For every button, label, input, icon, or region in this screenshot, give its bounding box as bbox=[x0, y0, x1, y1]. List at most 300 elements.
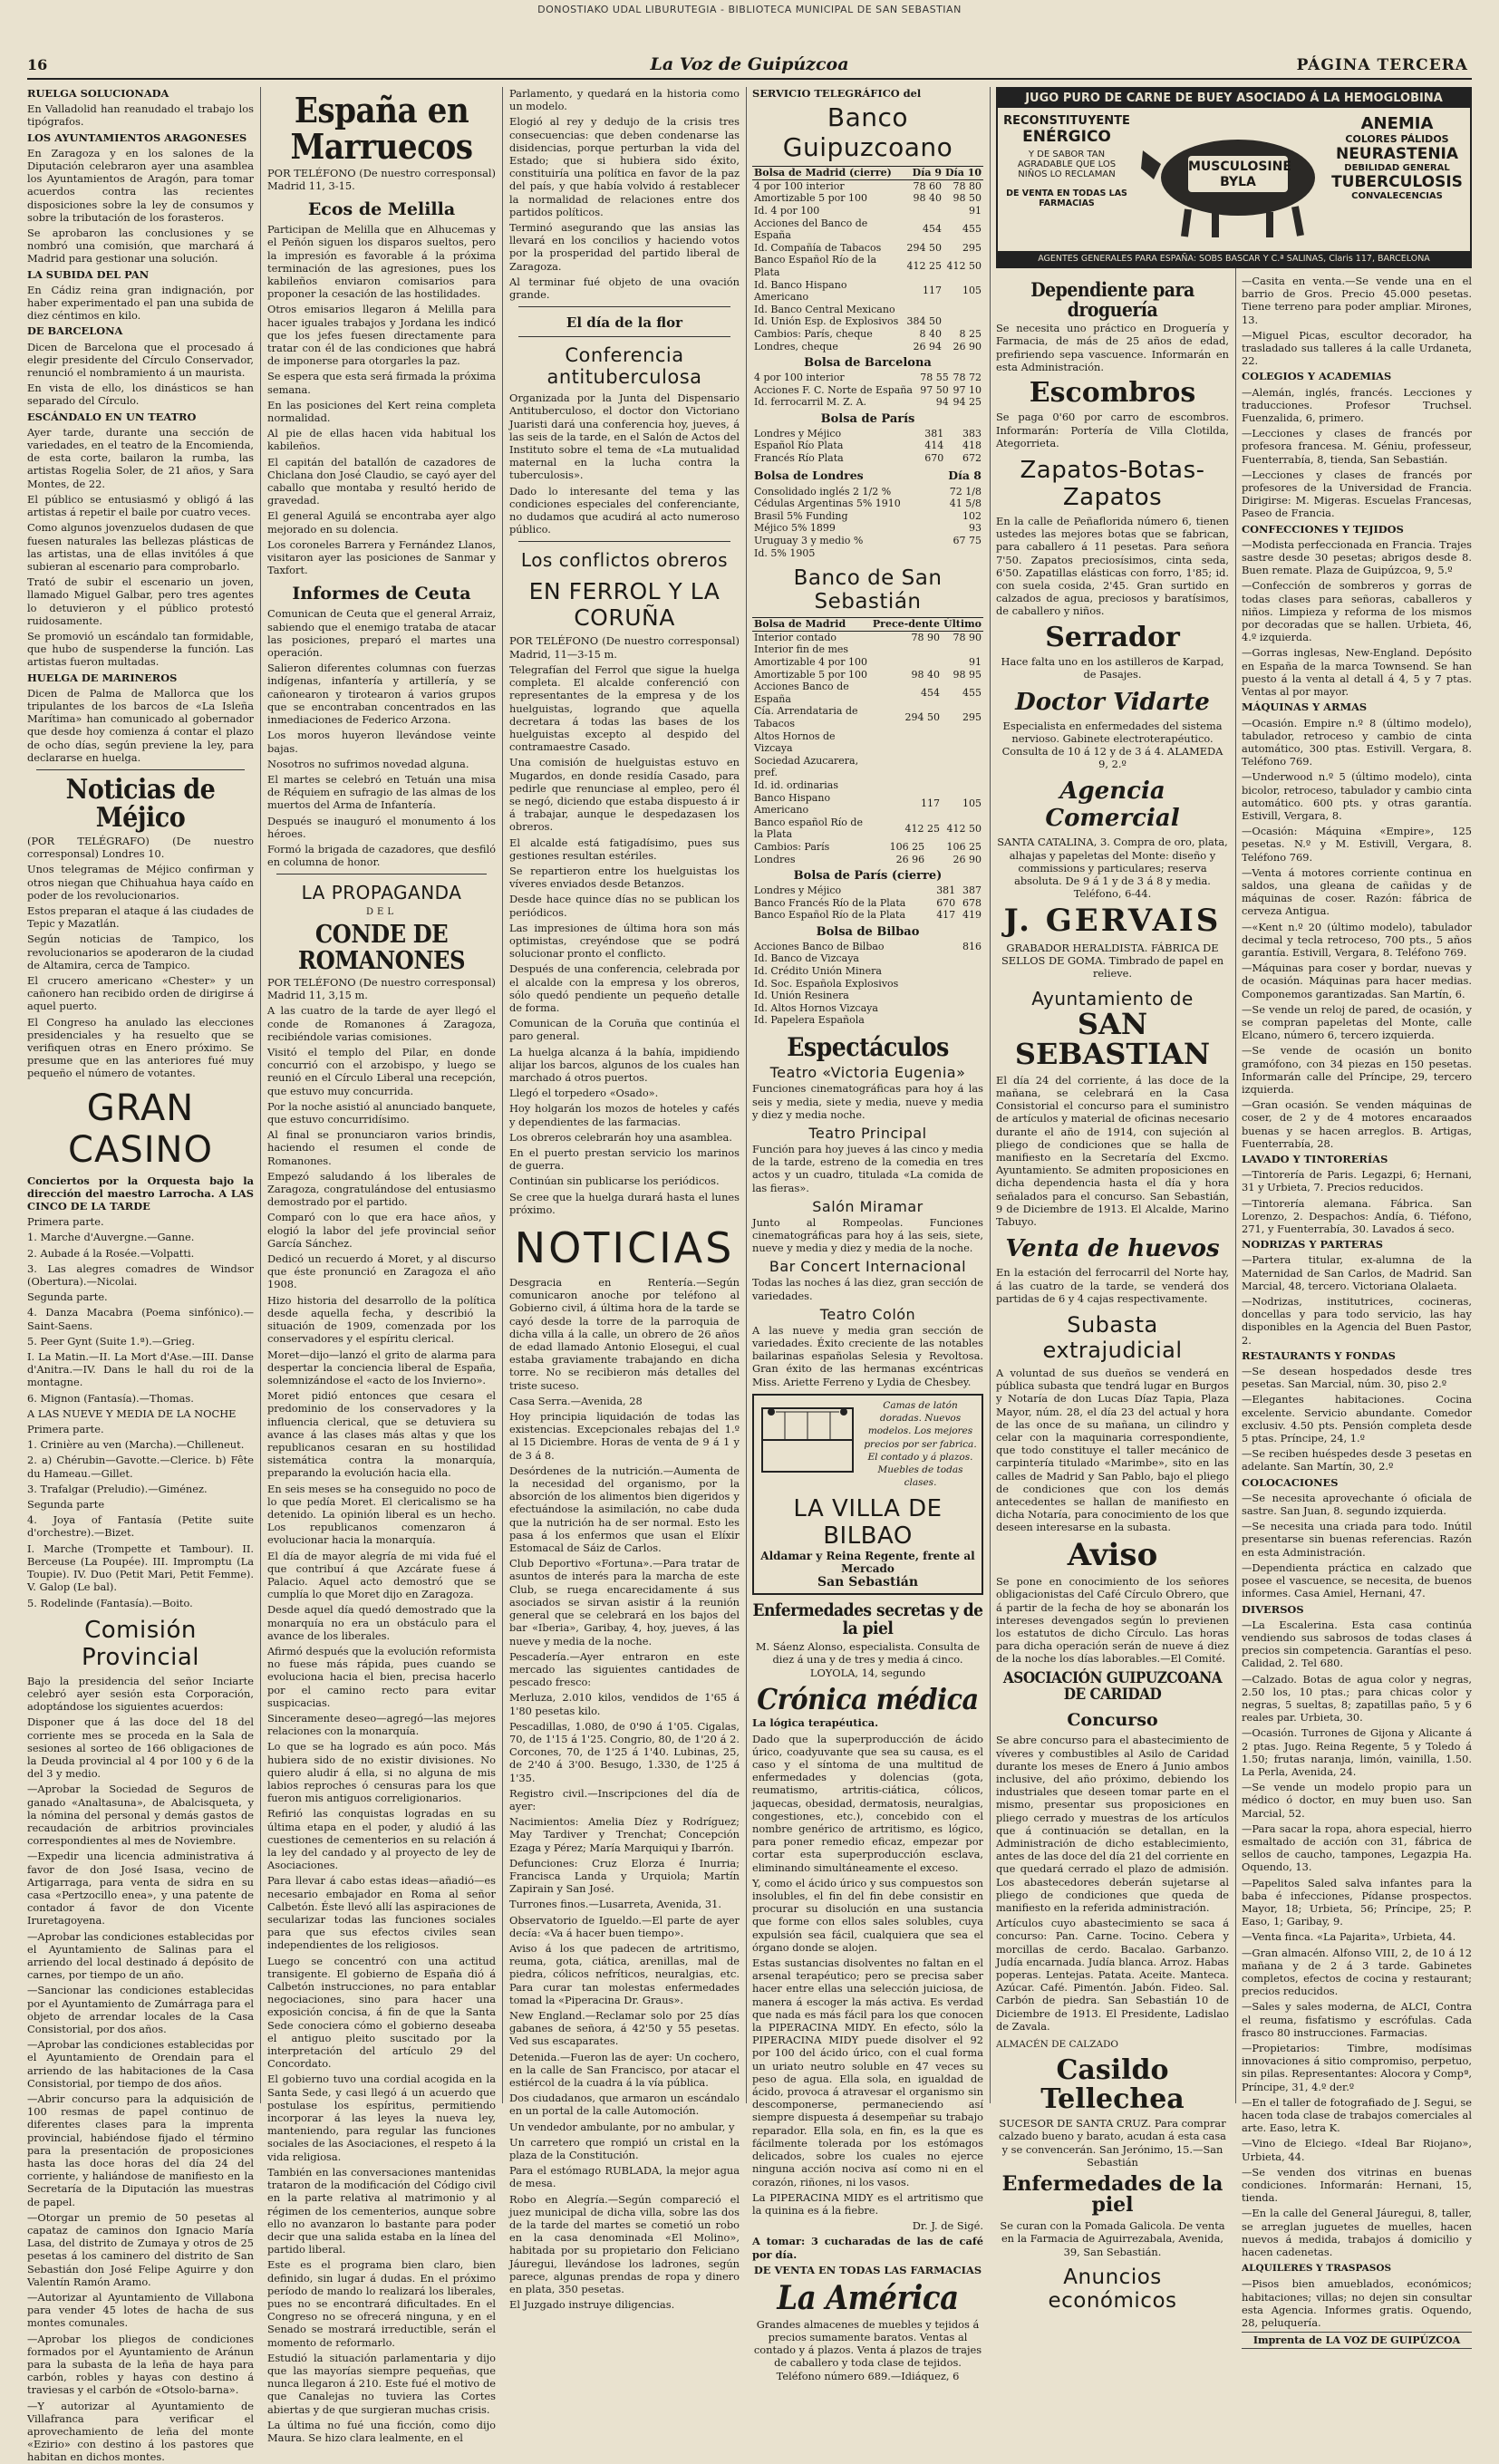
cambios-madrid-table bbox=[752, 328, 983, 353]
quote-value: 8 25 bbox=[959, 327, 982, 340]
table-row bbox=[752, 941, 983, 953]
security-name: Acciones Banco de Bilbao bbox=[754, 940, 885, 952]
security-name: Id. Banco Hispano Americano bbox=[754, 278, 847, 304]
security-name: Sociedad Azucarera, pref. bbox=[754, 754, 859, 779]
article-paragraph: —Aprobar la Sociedad de Seguros de ganado «Analtasuna», de Abalcisqueta, y la nómina del personal y demás gastos de recaudación de arbitrios provinciales correspondientes al mes de Noviembre. bbox=[27, 1783, 254, 1848]
table-row bbox=[752, 535, 983, 547]
classified-ad: —Se desean hospedados desde tres pesetas. San Marcial, núm. 30, piso 2.º bbox=[1242, 1365, 1472, 1391]
villa-bilbao-ad bbox=[752, 1394, 983, 1595]
article-paragraph: El Congreso ha anulado las elecciones presidenciales y ha resuelto que se verifiquen otras en Enero próximo. Se presume que en las anteriores fué muy pequeño el número de votantes. bbox=[27, 1015, 254, 1080]
table-header-cell: Día 9 bbox=[905, 167, 944, 180]
classified-ad: DIVERSOS bbox=[1242, 1602, 1304, 1616]
classified-ad: —Se venden dos vitrinas en buenas condiciones. Informarán: Hernani, 15, tienda. bbox=[1242, 2165, 1472, 2205]
classified-ad: —Lecciones y clases de francés por profesores de la Universidad de Francia. Dirigirse: M. Migeras. Escuelas Francesas, Paseo de Francia. bbox=[1242, 468, 1472, 520]
piel-text: Se curan con la Pomada Galicola. De venta en la Farmacia de Aguirrezabala, Avenida, 39, San Sebastián. bbox=[1000, 2219, 1225, 2258]
news-paragraph: En vista de ello, los dinásticos se han separado del Círculo. bbox=[27, 382, 254, 408]
quote-value: 78 55 bbox=[920, 372, 949, 384]
quote-value: 105 bbox=[962, 797, 982, 810]
musculosine-brand: MUSCULOSINE BYLA bbox=[1188, 159, 1291, 189]
table-row bbox=[752, 990, 983, 1002]
quote-value: 672 bbox=[962, 452, 982, 465]
table-row bbox=[752, 510, 983, 523]
program-line: Segunda parte bbox=[27, 1498, 105, 1512]
article-paragraph: Estas sustancias disolventes no faltan en el arsenal terapéutico; pero se precisa saber hacer entre ellas una selección juiciosa, de manera á escoger la más activa. Es verdad que nada es más fácil para los que conocen la PIPERACINA MIDY. En efecto, sólo la PIPERACINA MIDY puede disolver el 92 por 100 del ácido úrico, con el cual forma un uriato neutro soluble en 47 veces su peso de agua. Ella sola, en igualdad de ácido, provoca á atravesar el organismo sin descomponerse, permaneciendo así siempre dispuesta á desempeñar su trabajo reparador. Ella sola, en fin, es la que es fácilmente tolerada por los estómagos delicados, sobre los cuales no ejerce ninguna acción nociva así como ni en el corazón, riñones, ni los vasos. bbox=[752, 1957, 983, 2189]
ayto-headline-1: Ayuntamiento de bbox=[1031, 987, 1194, 1010]
bolsa-londres-title: Bolsa de Londres bbox=[754, 468, 864, 482]
program-line: 4. Danza Macabra (Poema sinfónico).—Saint-Saens. bbox=[27, 1306, 254, 1332]
classified-ad: —Alemán, inglés, francés. Lecciones y traducciones. Profesor Truchsel. Fuenzalida, 6, primero. bbox=[1242, 385, 1472, 425]
table-header bbox=[752, 167, 983, 180]
article-paragraph: Dado lo interesante del tema y las condiciones especiales del conferenciante, no dudamos que acudirá al acto numeroso público. bbox=[509, 484, 740, 536]
mexico-article bbox=[27, 863, 254, 1079]
table-row bbox=[752, 315, 983, 328]
bolsa-paris2-table bbox=[752, 884, 983, 922]
news-paragraph: Dicen de Palma de Mallorca que los tripulantes de los barcos de «La Isleña Marítima» han comunicado al gobernador que desde hoy comienza á contar el plazo de ocho días, según previene la ley, para declararse en huelga. bbox=[27, 686, 254, 764]
table-row bbox=[752, 643, 983, 656]
table-row bbox=[752, 440, 983, 452]
security-name: Londres y Méjico bbox=[754, 427, 842, 440]
article-paragraph: Los coroneles Barrera y Fernández Llanos, visitaron ayer las posiciones de Sanmar y Taxfort. bbox=[267, 537, 496, 577]
classified-ad: —Se vende de ocasión un bonito gramófono, con 34 piezas en 150 pesetas. Informarán calle del Príncipe, 29, tercero izquierda. bbox=[1242, 1044, 1472, 1096]
article-paragraph: Y, como el ácido úrico y sus compuestos son insolubles, el fin del fin debe consistir en procurar su disolución en una sustancia que forme con ellos sales solubles, cuya expulsión sea fácil, cualquiera que sea el órgano donde se alojen. bbox=[752, 1876, 983, 1954]
classified-ad: —Lecciones y clases de francés por profesora francesa. M. Géniu, professeur, Fuenterrabía, 8, tienda, San Sebastián. bbox=[1242, 427, 1472, 466]
escombros-text: Se paga 0'60 por carro de escombros. Informarán: Portería de Villa Clotilda, Ategorrieta. bbox=[996, 411, 1229, 449]
banco-ss-headline: Banco de San Sebastián bbox=[793, 566, 943, 614]
divider bbox=[518, 306, 730, 307]
quote-value bbox=[953, 1002, 983, 1015]
news-item: Nacimientos: Amelia Díez y Rodríguez; May Tardiver y Trenchat; Concepción Ezaga y Pérez; María Marquiqui y Ibarrón. bbox=[509, 1815, 740, 1854]
musculosine-right2: COLORES PÁLIDOS bbox=[1345, 133, 1449, 145]
article-paragraph: Se espera que esta será firmada la próxima semana. bbox=[267, 370, 496, 396]
quote-value: 384 50 bbox=[906, 315, 943, 328]
table-row bbox=[752, 522, 983, 535]
escombros-headline: Escombros bbox=[1029, 376, 1196, 409]
article-paragraph: Comunican de Ceuta que el general Arraiz, sabiendo que el enemigo trataba de atacar las posiciones, preparó el martes una operación. bbox=[267, 607, 496, 660]
security-name: Londres y Méjico bbox=[754, 884, 842, 897]
article-paragraph: En las posiciones del Kert reina completa normalidad. bbox=[267, 398, 496, 425]
news-paragraph: HUELGA DE MARINEROS bbox=[27, 671, 178, 684]
marruecos-headline: España en Marruecos bbox=[290, 90, 473, 167]
masthead bbox=[27, 54, 1472, 76]
classified-ad: LAVADO Y TINTORERÍAS bbox=[1242, 1153, 1388, 1165]
quote-value: 91 bbox=[969, 204, 982, 217]
news-paragraph: LOS AYUNTAMIENTOS ARAGONESES bbox=[27, 130, 247, 144]
article-paragraph: Desde hace quince días no se publican los periódicos. bbox=[509, 893, 740, 919]
classified-ad: —Tintorería alemana. Fábrica. San Lorenzo, 2. Despachos: Andía, 6. Tiéfono, 271, y Fuenterrabía, 30. Lavados á seco. bbox=[1242, 1196, 1472, 1236]
article-paragraph: Al terminar fué objeto de una ovación grande. bbox=[509, 275, 740, 302]
classified-ad: —Sales y sales moderna, de ALCI, Contra el reuma, fisfatismo y escrófulas. Cada frasco 80 instrucciones. Farmacias. bbox=[1242, 2000, 1472, 2039]
article-paragraph: Se cree que la huelga durará hasta el lunes próximo. bbox=[509, 1190, 740, 1216]
quote-value: 294 50 bbox=[904, 711, 940, 724]
quote-value bbox=[871, 730, 942, 755]
table-row bbox=[752, 486, 983, 498]
article-paragraph: Estos preparan el ataque á las ciudades de Tepic y Mazatlán. bbox=[27, 903, 254, 931]
quote-value: 102 bbox=[962, 509, 982, 522]
classified-ad: RESTAURANTS Y FONDAS bbox=[1242, 1348, 1396, 1362]
security-name: Uruguay 3 y medio % bbox=[754, 535, 864, 547]
news-item: Desgracia en Rentería.—Según comunicaron anoche por teléfono al Gobierno civil, á última hora de la tarde se cayó desde la torre de la parroquia de dicha villa á la calle, un obrero de 26 años de edad llamado Antonio Elosegui, el cual estaba graviamente trabajando en dicha torre. No se recibieron más detalles del triste suceso. bbox=[509, 1276, 740, 1392]
security-name: Interior contado bbox=[754, 631, 837, 643]
classified-ad: —Calzado. Botas de agua color y negras, 2.50 los, 10 ptas.; para chicas color y negras, 5 sueltas, 8; zapatillas paño, 5 y 6 reales par. Urbieta, 30. bbox=[1242, 1672, 1472, 1725]
table-row bbox=[752, 897, 983, 910]
article-paragraph: Se repartieron entre los huelguistas los víveres enviados desde Betanzos. bbox=[509, 864, 740, 891]
column-divider bbox=[502, 87, 503, 2103]
classified-ad: —Confección de sombreros y gorras de todas clases para señoras, caballeros y niños. Limpieza y reforma de los mismos por decoradas que se hallen. Urbieta, 46, 4.º izquierda. bbox=[1242, 579, 1472, 644]
quote-value: 98 50 bbox=[953, 192, 982, 205]
quote-value: 78 90 bbox=[911, 631, 940, 643]
quote-value bbox=[871, 779, 942, 792]
program-line: Primera parte. bbox=[27, 1423, 104, 1436]
quote-value: 383 bbox=[962, 427, 982, 440]
column-divider bbox=[990, 87, 991, 2103]
news-item: El Juzgado instruye diligencias. bbox=[509, 2298, 675, 2312]
vidarte-headline: Doctor Vidarte bbox=[1015, 688, 1210, 716]
classified-ad: —Underwood n.º 5 (último modelo), cinta bicolor, retroceso, tabulador y cambio cinta automático. 600 pts. y otras garantía. Estivill, Vergara, 8. bbox=[1242, 770, 1472, 822]
ceuta-article bbox=[267, 607, 496, 868]
news-paragraph: En Zaragoza y en los salones de la Diputación celebraron ayer una asamblea los Ayuntamientos de Aragón, para tomar acuerdos contra las recientes disposiciones sobre la ley de consumos y sobre la tributación de los forasteros. bbox=[27, 146, 254, 224]
program-line: 5. Peer Gynt (Suite 1.ª).—Grieg. bbox=[27, 1334, 195, 1348]
classified-ad: —Propietarios: Timbre, modísimas innovaciones á sitio compromiso, perpetuo, sin pilas. Representantes: Alocora y Compª, Príncipe, 31, 4.º der.º bbox=[1242, 2042, 1472, 2093]
program-line: 2. a) Chérubin—Gavotte.—Clerice. b) Fête du Hameau.—Gillet. bbox=[27, 1454, 254, 1480]
divider bbox=[518, 336, 730, 337]
table-row bbox=[752, 279, 983, 304]
classified-ad: —Venta finca. «La Pajarita», Urbieta, 44. bbox=[1242, 1930, 1456, 1944]
table-row bbox=[752, 452, 983, 465]
quote-value: 94 25 bbox=[953, 396, 982, 409]
cambios-ss-table bbox=[752, 841, 983, 865]
classified-ad: MÁQUINAS Y ARMAS bbox=[1242, 701, 1368, 714]
musculosine-left bbox=[1003, 114, 1130, 208]
musculosine-right3: NEURASTENIA bbox=[1335, 145, 1459, 163]
quote-value: 412 25 bbox=[904, 822, 940, 835]
espectaculos-headline: Espectáculos bbox=[787, 1032, 949, 1063]
table-row bbox=[752, 328, 983, 341]
article-paragraph: Al pie de ellas hacen vida habitual los kabileños. bbox=[267, 427, 496, 453]
article-paragraph: La huelga alcanza á la bahía, impidiendo alijar los barcos, algunos de los cuales han marchado á otros puertos. bbox=[509, 1045, 740, 1084]
villa-ad-city: San Sebastián bbox=[817, 1575, 919, 1590]
quote-value bbox=[942, 730, 983, 755]
quote-value bbox=[953, 1014, 983, 1027]
alquileres-text: —Pisos bien amueblados, económicos; habitaciones; villas; no dejen sin consultar esta Agencia. Informes gratis. Oquendo, 28, peluquería. bbox=[1242, 2277, 1472, 2330]
musculosine-left2: ENÉRGICO bbox=[1022, 128, 1111, 146]
security-name: Banco español Río de la Plata bbox=[754, 816, 863, 841]
security-name: Cía. Arrendataria de Tabacos bbox=[754, 705, 858, 730]
bolsa-paris-title: Bolsa de París bbox=[820, 411, 915, 426]
table-header-cell: Día 10 bbox=[945, 167, 982, 179]
table-row bbox=[752, 396, 983, 409]
security-name: Banco Francés Río de la Plata bbox=[754, 896, 906, 909]
classified-ad: —Elegantes habitaciones. Cocina excelente. Servicio abundante. Comedor exclusiv. 4.50 pts. Pensión completa desde 5 ptas. Príncipe, 24, 1.º bbox=[1242, 1393, 1472, 1445]
romanones-headline: CONDE DE ROMANONES bbox=[297, 921, 466, 975]
quote-value: 455 bbox=[962, 223, 982, 236]
secretas-headline: Enfermedades secretas y de la piel bbox=[752, 1600, 983, 1639]
servicio-label: SERVICIO TELEGRÁFICO del bbox=[752, 87, 922, 100]
article-paragraph: Salieron diferentes columnas con fuerzas indígenas, infantería y artillería, y se cañonearon y tirotearon á varios grupos que se encontraban concentrados en las inmediaciones de Federico Arzona. bbox=[267, 662, 496, 727]
quote-value: 670 bbox=[924, 452, 944, 465]
classified-ad: —Modista perfeccionada en Francia. Trajes sastre desde 30 pesetas; abrigos desde 8. Buen remate. Plaza de Guipúzcoa, 9, 5.º bbox=[1242, 537, 1472, 577]
news-item: Defunciones: Cruz Elorza é Inurria; Francisca Landa y Urquiola; Martín Zapirain y San José. bbox=[509, 1856, 740, 1896]
musculosine-left1: RECONSTITUYENTE bbox=[1003, 114, 1130, 128]
quote-value: 94 bbox=[935, 396, 949, 409]
musculosine-right5: TUBERCULOSIS bbox=[1331, 173, 1463, 191]
drogueria-text: Se necesita uno práctico en Droguería y Farmacia, de más de 25 años de edad, prefiriendo sepa vascuence. Informarán en esta Administración. bbox=[996, 322, 1229, 373]
table-row bbox=[752, 1014, 983, 1027]
classified-ad: —En la calle del General Jáuregui, 8, taller, se arreglan juguetes de muelles, hacen nuevos á medida, trabajos á domicilio y hacen cadenetas. bbox=[1242, 2207, 1472, 2259]
musculosine-left4: DE VENTA EN TODAS LAS FARMACIAS bbox=[1006, 188, 1127, 208]
page-label: PÁGINA TERCERA bbox=[1296, 56, 1468, 74]
noticias-article bbox=[509, 1276, 740, 2311]
article-paragraph: Refirió las conquistas logradas en su última etapa en el poder, y aludió á las cuestiones de cementerios en su relación á la ley del candado y al proyecto de ley de Asociaciones. bbox=[267, 1807, 496, 1872]
quote-value: 26 90 bbox=[953, 340, 982, 353]
column-divider bbox=[260, 87, 261, 2103]
news-item: Para el estómago RUBLADA, la mejor agua de mesa. bbox=[509, 2164, 740, 2190]
table-header-cell: Bolsa de Madrid bbox=[752, 618, 871, 632]
security-name: Id. Banco de Vizcaya bbox=[754, 952, 859, 965]
mexico-subhead: (POR TELÉGRAFO) (De nuestro corresponsal) Londres 10. bbox=[27, 834, 254, 861]
classified-ad: NODRIZAS Y PARTERAS bbox=[1242, 1238, 1383, 1251]
article-paragraph: Una comisión de huelguistas estuvo en Mugardos, en donde residía Casado, para pedirle que renunciase al empleo, pero él se negó, diciendo que estaba dispuesto á ir á trabajar, aunque le despedazasen los obreros. bbox=[509, 756, 740, 834]
quote-value bbox=[871, 643, 942, 656]
show-description: Funciones cinematográficas para hoy á las seis y media, siete y media, nueve y media y diez y media noche. bbox=[752, 1082, 983, 1121]
quote-value bbox=[871, 656, 942, 669]
program-line: 4. Joya of Fantasía (Petite suite d'orchestre).—Bizet. bbox=[27, 1513, 254, 1540]
news-item: Merluza, 2.010 kilos, vendidos de 1'65 á 1'80 pesetas kilo. bbox=[509, 1691, 740, 1717]
security-name: Méjico 5% 1899 bbox=[754, 522, 836, 535]
article-paragraph: Desde aquel día quedó demostrado que la monarquía no era un obstáculo para el avance de los liberales. bbox=[267, 1603, 496, 1642]
news-item: Un vendedor ambulante, por no ambular, y bbox=[509, 2120, 735, 2133]
table-header-cell: Prece-dente bbox=[872, 618, 940, 631]
article-paragraph: Nosotros no sufrimos novedad alguna. bbox=[267, 757, 469, 770]
zapatos-text: En la calle de Peñaflorida número 6, tienen ustedes las mejores botas que se fabrican, para caballero á 11 pesetas. Para señora 7'50. Zapatos preciosísimos, cinta seda, 6'50. Zapatillas elásticas con forro, 1'85; id. con suela cosida, 2'45. Gran surtido en calzados de agua, preciosos y baratísimos, de caballero y niños. bbox=[996, 515, 1229, 618]
news-item: Un carretero que rompió un cristal en la plaza de la Constitución. bbox=[509, 2135, 740, 2162]
quote-value: 381 bbox=[924, 427, 944, 440]
column-divider bbox=[1235, 87, 1236, 2103]
security-name: Id. 4 por 100 bbox=[754, 204, 820, 217]
column-1 bbox=[27, 87, 254, 2464]
casildo-head: ALMACÉN DE CALZADO bbox=[996, 2039, 1119, 2051]
news-briefs bbox=[27, 87, 254, 764]
quote-value: 417 bbox=[936, 909, 956, 922]
classified-ad: —Se necesita aprovechante ó oficiala de sastre. San Juan, 8. segundo izquierda. bbox=[1242, 1491, 1472, 1518]
news-item: Robo en Alegría.—Según compareció el juez municipal de dicha villa, sobre las dos de la tarde del martes se cometió un robo en la casa denominada «El Molino», habitada por su propietario don Feliciano Jáuregui, llevándose los ladrones, según parece, algunas prendas de ropa y dinero en plata, 350 pesetas. bbox=[509, 2192, 740, 2296]
gervais-headline: J. GERVAIS bbox=[1003, 903, 1222, 940]
security-name: Francés Río Plata bbox=[754, 452, 844, 465]
table-row bbox=[752, 372, 983, 384]
table-row bbox=[752, 304, 983, 316]
cronica-sign: Dr. J. de Sigé. bbox=[912, 2219, 983, 2233]
article-paragraph: Este es el programa bien claro, bien definido, sin lugar á dudas. En el próximo período de mando lo realizará los liberales, pues no se encontrará dificultades. En el Congreso no se ofrecerá ninguna, y en el Senado se mostrará irreductible, serán el momento de reformarlo. bbox=[267, 2258, 496, 2349]
article-paragraph: Continúan sin publicarse los periódicos. bbox=[509, 1174, 720, 1188]
cronica-venta: DE VENTA EN TODAS LAS FARMACIAS bbox=[753, 2263, 982, 2276]
villa-ad-caption: Camas de latón doradas. Nuevos modelos. Los mejores precios por ser fabrica. El contado y á plazos. Muebles de todas clases. bbox=[864, 1399, 977, 1489]
news-item: Pescadería.—Ayer entraron en este mercado las siguientes cantidades de pescado fresco: bbox=[509, 1649, 740, 1689]
column-6 bbox=[1242, 87, 1472, 2347]
security-name: Id. Unión Esp. de Explosivos bbox=[754, 315, 899, 328]
article-paragraph: Comparó con lo que era hace años, y elogió la labor del jefe provincial señor García Sánchez. bbox=[267, 1211, 496, 1250]
quote-value: 670 bbox=[936, 896, 956, 909]
quote-value: 454 bbox=[923, 223, 943, 236]
classified-ad: —Casita en venta.—Se vende una en el barrio de Gros. Precio 45.000 pesetas. Tiene terreno para poder ampliar. Mirones, 13. bbox=[1242, 275, 1472, 326]
quote-value bbox=[871, 755, 942, 779]
table-row bbox=[752, 965, 983, 978]
bolsa-bilbao-table bbox=[752, 941, 983, 1027]
security-name: Id. 5% 1905 bbox=[754, 546, 816, 559]
anuncios-headline: Anuncios económicos bbox=[1048, 2265, 1177, 2313]
quote-value: 78 60 bbox=[913, 179, 943, 192]
classified-ad: —Ocasión. Empire n.º 8 (último modelo), tabulador, retroceso y cambio de cinta automático, 300 ptas. Estivill. Vergara, 8. Teléfono 769. bbox=[1242, 716, 1472, 768]
news-item: Detenida.—Fueron las de ayer: Un cochero, en la calle de San Francisco, por atacar el estiércol de la cuadra á la vía pública. bbox=[509, 2050, 740, 2089]
quote-value: 418 bbox=[962, 440, 982, 452]
table-row bbox=[752, 179, 983, 192]
bolsa-londres-header bbox=[754, 469, 982, 482]
classified-ad: —Se necesita una criada para todo. Inútil presentarse sin buenas referencias. Razón en esta Administración. bbox=[1242, 1520, 1472, 1559]
quote-value: 41 5/8 bbox=[949, 498, 982, 510]
table-row bbox=[752, 817, 983, 841]
espectaculos-list bbox=[752, 1064, 983, 1387]
security-name: Id. Compañía de Tabacos bbox=[754, 241, 882, 254]
security-name: Id. Unión Resinera bbox=[754, 990, 849, 1002]
column-5 bbox=[996, 87, 1229, 2313]
quote-value: 98 40 bbox=[913, 192, 943, 205]
article-paragraph: Estudió la situación parlamentaria y dijo que las mayorías siempre pequeñas, que nunca llegaron á 210. Este fué el motivo de que Canalejas no tuviera las Cortes abiertas y de que surgieran muchas crisis. bbox=[267, 2351, 496, 2416]
table-row bbox=[752, 669, 983, 681]
article-paragraph: Hoy holgarán los mozos de hoteles y cafés y dependientes de las farmacias. bbox=[509, 1102, 740, 1128]
bolsa-londres-day: Día 8 bbox=[948, 468, 982, 482]
news-item: Hoy principia liquidación de todas las existencias. Excepcionales rebajas del 1.º al 15 Diciembre. Horas de venta de 9 á 1 y de 3 á 8. bbox=[509, 1410, 740, 1462]
show-description: A las nueve y media gran sección de variedades. Éxito creciente de las notables bailarinas españolas Selesia y Revoltosa. Gran éxito de las hermanas excéntricas Miss. Ariette Ferreno y Lydia de Chesbey. bbox=[752, 1323, 983, 1388]
table-row bbox=[752, 909, 983, 922]
security-name: Londres bbox=[754, 853, 796, 865]
quote-value: 294 50 bbox=[906, 241, 943, 254]
classified-ad: —Se vende un modelo propio para un médico ó doctor, en muy buen uso. San Marcial, 52. bbox=[1242, 1781, 1472, 1820]
classified-ad: —Gran ocasión. Se venden máquinas de coser, de 2 y de 4 motores encaraados buenas y se hacen arreglos. B. Artigas, Fuenterrabía, 28. bbox=[1242, 1098, 1472, 1150]
quote-value: 816 bbox=[962, 940, 982, 952]
antituber-article bbox=[509, 391, 740, 536]
article-paragraph: —Otorgar un premio de 50 pesetas al capataz de caminos don Ignacio María Lasa, del distrito de Zumaya y otros de 25 pesetas á los caminero del distrito de San Sebastián don José Felipe Aguirre y don Valentín Ramón Aramo. bbox=[27, 2210, 254, 2288]
subasta-headline: Subasta extrajudicial bbox=[1042, 1311, 1183, 1363]
quote-value bbox=[942, 643, 983, 656]
table-row bbox=[752, 681, 983, 705]
noticias-headline: NOTICIAS bbox=[514, 1223, 735, 1273]
quote-value bbox=[942, 755, 983, 779]
quote-value: 67 75 bbox=[953, 535, 982, 547]
article-paragraph: El capitán del batallón de cazadores de Chiclana don José Claudio, se cayó ayer del caballo que montaba y resultó herido de gravedad. bbox=[267, 455, 496, 507]
quote-value: 381 bbox=[936, 884, 956, 897]
article-paragraph: Terminó asegurando que las ansias las llevará en los concilios y haciendo votos por la prosperidad del partido liberal de Zaragoza. bbox=[509, 221, 740, 273]
quote-value: 97 50 bbox=[920, 383, 949, 396]
huevos-text: En la estación del ferrocarril del Norte hay, á las cuatro de la tarde, se venderá dos partidas de 6 y 4 cajas respectivamente. bbox=[996, 1266, 1229, 1305]
security-name: Amortizable 4 por 100 bbox=[754, 656, 868, 669]
casino-program bbox=[27, 1215, 254, 1609]
aviso-headline: Aviso bbox=[1067, 1536, 1158, 1573]
news-paragraph: LA SUBIDA DEL PAN bbox=[27, 267, 150, 281]
show-description: Junto al Rompeolas. Funciones cinematográficas para hoy á las seis, siete, nueve y media y diez y media de la noche. bbox=[752, 1215, 983, 1255]
classified-ad: —Papelitos Saled salva infantes para la baba é infecciones, Pídanse prospectos. Mayor, 18; Urbieta, 56; Príncipe, 25; P. Easo, 1; Garibay, 9. bbox=[1242, 1876, 1472, 1928]
article-paragraph: La última no fué una ficción, como dijo Maura. Se hizo clara lealmente, en el bbox=[267, 2418, 496, 2444]
article-paragraph: Afirmó después que la evolución reformista no fuese más rápida, pues cuando se evoluciona hacia el bien, precisa hacerlo por el camino recto para evitar suspicacias. bbox=[267, 1644, 496, 1709]
subasta-text: A voluntad de sus dueños se venderá en pública subasta que tendrá lugar en Burgos y Notaría de don Lucas Díaz Tapia, Plaza Mayor, núm. 28, el día 23 del actual y hora de las once de su mañana, un cilindro y celar con la maquinaria correspondiente, que todo constituye el taller mecánico de carpintería titulado «Marimbe», sito en las calles de Madrid y San Pablo, bajo el pliego de condiciones que con los demás antecedentes se hallan de manifiesto en dicha Notaría, para conocimiento de los que deseen interesarse en la subasta. bbox=[996, 1366, 1229, 1534]
article-paragraph: Dado que la superproducción de ácido úrico, coadyuvante que sea su causa, es el caso y el síntoma de una multitud de enfermedades y dolencias (gota, reumatismo, artritis-ciática, cólicos, jaquecas, obesidad, dermatosis, neuralgias, congestiones, etc.), concebido con el nombre genérico de artritismo, es lógico, para poner remedio eficaz, empezar por cortar esta superproducción esclava, eliminando simultáneamente el exceso. bbox=[752, 1732, 983, 1874]
table-row bbox=[752, 192, 983, 205]
program-line: Primera parte. bbox=[27, 1215, 104, 1229]
security-name: Brasil 5% Funding bbox=[754, 509, 848, 522]
quote-value: 419 bbox=[962, 909, 982, 922]
news-paragraph: En Cádiz reina gran indignación, por haber experimentado el pan una subida de diez céntimos en kilo. bbox=[27, 283, 254, 323]
article-paragraph: Formó la brigada de cazadores, que desfiló en columna de honor. bbox=[267, 842, 496, 869]
article-paragraph: Dedicó un recuerdo á Moret, y al discurso que éste pronunció en Zaragoza el año 1908. bbox=[267, 1252, 496, 1291]
news-paragraph: ESCÁNDALO EN UN TEATRO bbox=[27, 410, 197, 423]
concurso-headline: Concurso bbox=[1067, 1710, 1158, 1731]
column-4 bbox=[752, 87, 983, 2382]
classified-ad: —«Kent n.º 20 (último modelo), tabulador decimal y tecla retroceso, 700 pts., 5 años garantía. Estivill, Vergara, 8. Teléfono 769. bbox=[1242, 920, 1472, 959]
security-name: Banco Español Río de la Plata bbox=[754, 909, 905, 922]
news-item: Pescadillas, 1.080, de 0'90 á 1'05. Cigalas, 70, de 1'15 á 1'25. Congrio, 80, de 1'20 á 2. Corcones, 70, de 1'25 á 1'40. Lubinas, 25, de 2'40 á 3'00. Besugo, 1.330, de 1'25 á 1'35. bbox=[509, 1719, 740, 1784]
article-paragraph: Bajo la presidencia del señor Inciarte celebró ayer sesión esta Corporación, adoptándose los siguientes acuerdos: bbox=[27, 1674, 254, 1714]
quote-value bbox=[943, 315, 983, 328]
concurso-text: Se abre concurso para el abastecimiento de víveres y combustibles al Asilo de Caridad durante los meses de Enero á Junio ambos inclusive, del año próximo, debiendo los industriales que deseen tomar parte en el mismo, presentar sus proposiciones en pliego cerrado y muestras de los artículos que á continuación se detallan, en la Administración de dicho establecimiento, antes de las doce del día 21 del corriente en que quedará cerrado el plazo de admisión. Los abastecedores deberán sujetarse al pliego de condiciones que queda de manifiesto en la referida administración. bbox=[996, 1734, 1229, 1914]
program-line: A LAS NUEVE Y MEDIA DE LA NOCHE bbox=[27, 1406, 237, 1420]
news-item: Dos ciudadanos, que armaron un escándalo en un portal de la calle Automoción. bbox=[509, 2092, 740, 2118]
romanones-continued bbox=[509, 87, 740, 301]
article-paragraph: —Aprobar los pliegos de condiciones formados por el Ayuntamiento de Aránun para la subasta de la leña de haya para carbón, robles y hayas con destino á traviesas y el carbón de «Otsolo-barna». bbox=[27, 2332, 254, 2397]
quote-value bbox=[942, 779, 983, 792]
divider bbox=[36, 769, 245, 770]
news-item: Registro civil.—Inscripciones del día de ayer: bbox=[509, 1786, 740, 1812]
news-paragraph: En Valladolid han reanudado el trabajo los tipógrafos. bbox=[27, 102, 254, 129]
quote-value: 78 80 bbox=[953, 179, 982, 192]
article-paragraph: Para llevar á cabo estas ideas—añadió—es necesario embajador en Roma al señor Calbetón. Éste llevó allí las aspiraciones de secularizar todas las funciones sociales para que sus efectos civiles sean independientes de los religiosos. bbox=[267, 1874, 496, 1952]
security-name: 4 por 100 interior bbox=[754, 372, 845, 384]
quote-value: 91 bbox=[969, 656, 982, 669]
table-row bbox=[752, 254, 983, 278]
ferrol-subhead: POR TELÉFONO (De nuestro corresponsal) Madrid, 11—3-15 m. bbox=[509, 634, 740, 661]
security-name: 4 por 100 interior bbox=[754, 179, 845, 192]
ferrol-headline: EN FERROL Y LA CORUÑA bbox=[528, 578, 720, 632]
bolsa-madrid2-table bbox=[752, 617, 983, 841]
article-paragraph: Organizada por la Junta del Dispensario Antituberculoso, el doctor don Victoriano Juaristi dará una conferencia hoy, jueves, á las seis de la tarde, en el Salón de Actos del Instituto sobre el tema de «La mutualidad maternal en la lucha contra la tuberculosis». bbox=[509, 391, 740, 482]
article-paragraph: Telegrafían del Ferrol que sigue la huelga completa. El alcalde conferenció con representantes de la empresa y de los huelguistas, logrando que aquella decretara á todas las bases de los huelguistas excepto al despido del contramaestre Casado. bbox=[509, 662, 740, 754]
show-venue: Bar Concert Internacional bbox=[769, 1258, 967, 1276]
bolsa-barcelona-table bbox=[752, 372, 983, 409]
quote-value: 8 40 bbox=[919, 327, 942, 340]
security-name: Banco Español Río de la Plata bbox=[754, 254, 877, 278]
quote-value: 117 bbox=[920, 797, 940, 810]
article-paragraph: Parlamento, y quedará en la historia como un modelo. bbox=[509, 87, 740, 113]
classified-ad: —Ocasión: Máquina «Empire», 125 pesetas. N.º y M. Estivill, Vergara, 8. Teléfono 769. bbox=[1242, 825, 1472, 864]
classified-ad: —Máquinas para coser y bordar, nuevas y de ocasión. Máquinas para hacer medias. Componemos garantizadas. San Martín, 6. bbox=[1242, 961, 1472, 1000]
secretas-text: M. Sáenz Alonso, especialista. Consulta de diez á una y de tres y media á cinco. LOYOLA, 14, segundo bbox=[755, 1640, 981, 1679]
serrador-headline: Serrador bbox=[1045, 621, 1180, 653]
classified-ad: —Ocasión. Turrones de Gijona y Alicante á 2 ptas. Jugo. Reina Regente, 5 y Toledo á 1.50; frutas naranja, limón, vainilla, 1.50. La Perla, Avenida, 24. bbox=[1242, 1726, 1472, 1778]
news-item: Observatorio de Igueldo.—El parte de ayer decía: «Va á hacer buen tiempo». bbox=[509, 1913, 740, 1939]
america-text: Grandes almacenes de muebles y tejidos á precios sumamente baratos. Ventas al contado y á plazos. Venta á plazos de trajes de caballero y toda clase de tejidos. Teléfono número 689.—Idiáquez, 6 bbox=[753, 2317, 982, 2382]
news-paragraph: El público se entusiasmó y obligó á las artistas á repetir el baile por cuatro veces. bbox=[27, 492, 254, 519]
ayto-text: El día 24 del corriente, á las doce de la mañana, se celebrará en la Casa Consistorial el concurso para el suministro de artículos y material de oficinas necesario durante el año de 1914, con sujeción al pliego de condiciones que se halla de manifiesto en la Secretaría del Excmo. Ayuntamiento. Se admiten proposiciones en dicha dependencia hasta el día y hora señalados para el concurso. San Sebastián, 9 de Diciembre de 1913. El Alcalde, Marino Tabuyo. bbox=[996, 1073, 1229, 1229]
security-name: Español Río Plata bbox=[754, 440, 844, 452]
classified-ad: —Gran almacén. Alfonso VIII, 2, de 10 á 12 mañana y de 2 á 3 tarde. Gabinetes completos, efectos de cocina y restaurant; precios reducidos. bbox=[1242, 1946, 1472, 1998]
article-paragraph: Hizo historia del desarrollo de la política desde aquella fecha, y describió la situación de 1909, comenzada por los conservadores y el espíritu clerical. bbox=[267, 1293, 496, 1346]
gervais-text: GRABADOR HERALDISTA. FÁBRICA DE SELLOS DE GOMA. Timbrado de papel en relieve. bbox=[1001, 942, 1224, 981]
news-item: Turrones finos.—Lusarreta, Avenida, 31. bbox=[509, 1898, 722, 1911]
quote-value: 26 90 bbox=[953, 853, 982, 865]
classified-ad: —Se reciben huéspedes desde 3 pesetas en adelante. San Martín, 30, 2.º bbox=[1242, 1447, 1472, 1474]
bolsa-bilbao-title: Bolsa de Bilbao bbox=[816, 924, 920, 939]
quote-value: 295 bbox=[962, 241, 982, 254]
ayto-headline-2: SAN SEBASTIAN bbox=[1014, 1006, 1211, 1072]
quote-value: 26 94 bbox=[913, 340, 942, 353]
article-paragraph: —Aprobar las condiciones establecidas por el Ayuntamiento de Salinas para el arriendo del local destinado á depósito de carnes, por tiempo de un año. bbox=[27, 1929, 254, 1982]
quote-value: 414 bbox=[924, 440, 944, 452]
